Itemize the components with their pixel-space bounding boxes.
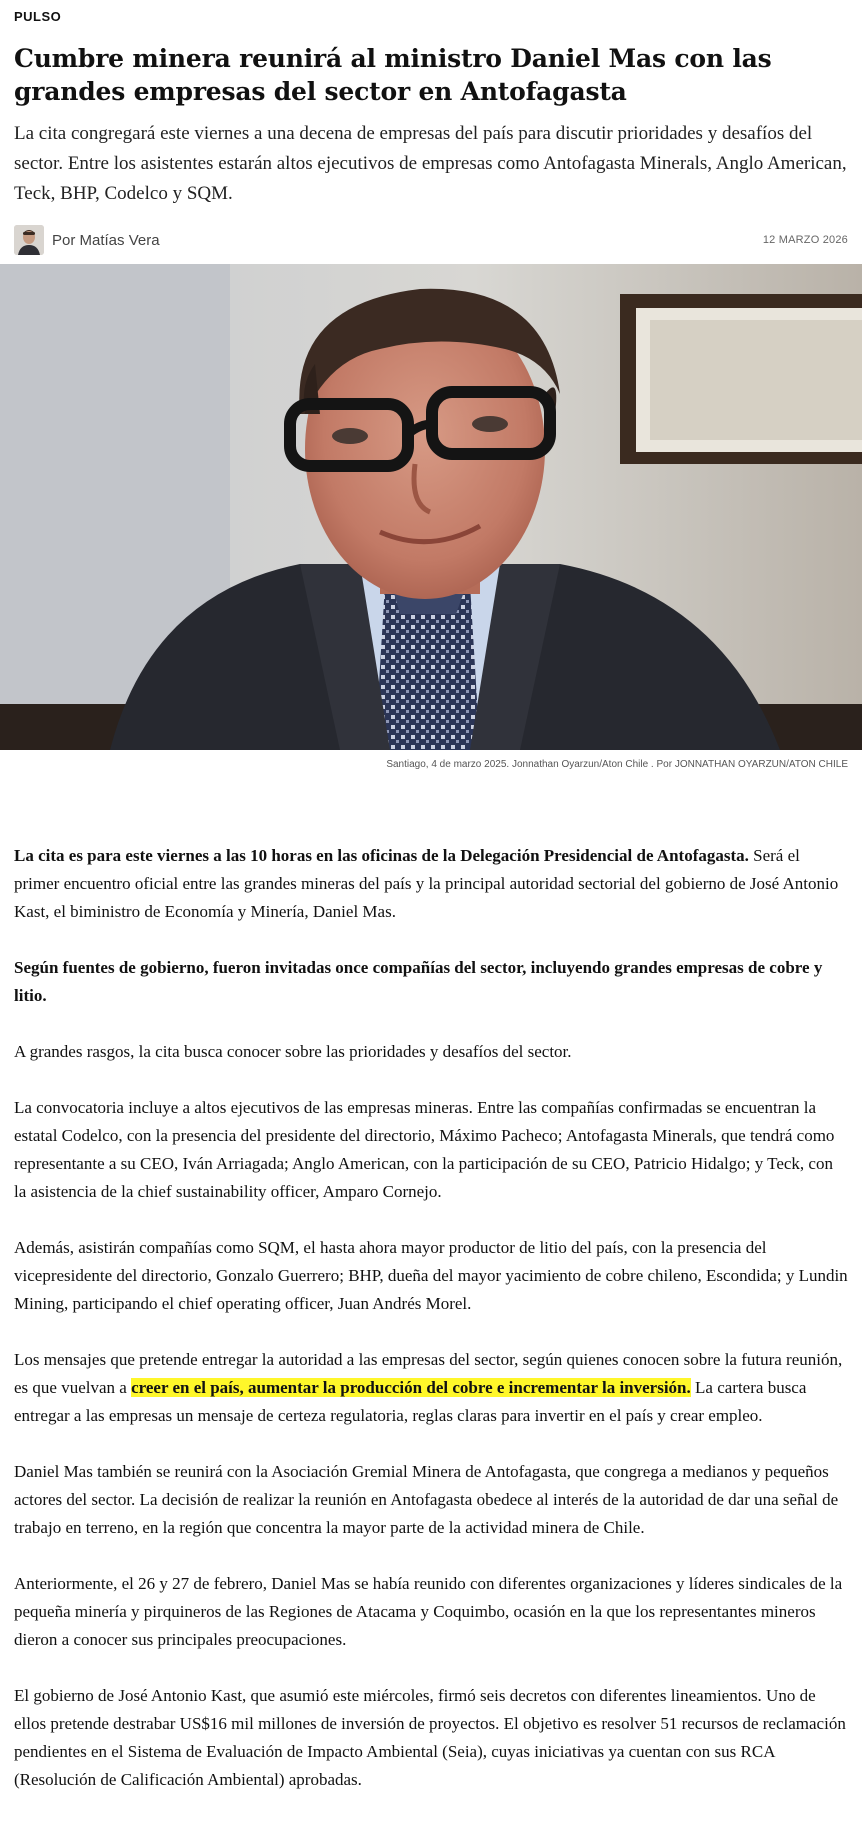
paragraph [14, 1346, 848, 1430]
paragraph [14, 842, 848, 926]
lead-text: La cita es para este viernes a las 10 horas en las oficinas de la Delegación Presidencial de Antofagasta. [14, 846, 749, 865]
article-header [0, 0, 862, 256]
paragraph: El gobierno de José Antonio Kast, que asumió este miércoles, firmó seis decretos con diferentes lineamientos. Uno de ellos pretende destrabar US$16 mil millones de inversión de proyectos. El objetivo es resolver 51 recursos de reclamación pendientes en el Sistema de Evaluación de Impacto Ambiental (Seia), cuyas iniciativas ya cuentan con sus RCA (Resolución de Calificación Ambiental) aprobadas. [14, 1686, 846, 1789]
byline [14, 224, 848, 256]
photo-caption: Santiago, 4 de marzo 2025. Jonnathan Oyarzun/Aton Chile . Por JONNATHAN OYARZUN/ATON CHILE [386, 759, 848, 770]
author-avatar[interactable] [14, 225, 44, 255]
paragraph-text: Será el primer encuentro oficial entre las grandes mineras del país y la principal autoridad sectorial del gobierno de José Antonio Kast, el biministro de Economía y Minería, Daniel Mas. [14, 846, 839, 921]
headline: Cumbre minera reunirá al ministro Daniel Mas con las grandes empresas del sector en Antofagasta [14, 44, 772, 106]
author[interactable] [14, 225, 160, 255]
article-photo [0, 264, 862, 750]
publish-date: 12 MARZO 2026 [762, 234, 848, 246]
paragraph [14, 954, 848, 1010]
paragraph-text: Los mensajes que pretende entregar la autoridad a las empresas del sector, según quienes conocen sobre la futura reunión, es que vuelvan a [14, 1350, 843, 1397]
author-portrait-icon [14, 225, 44, 255]
paragraph: A grandes rasgos, la cita busca conocer sobre las prioridades y desafíos del sector. [14, 1042, 572, 1061]
paragraph-text: La cartera busca entregar a las empresas un mensaje de certeza regulatoria, reglas claras para invertir en el país y crear empleo. [14, 1378, 807, 1425]
author-name[interactable]: Por Matías Vera [52, 231, 160, 249]
highlighted-text: creer en el país, aumentar la producción del cobre e incrementar la inversión. [131, 1378, 691, 1397]
subtitle: La cita congregará este viernes a una decena de empresas del país para discutir prioridades y desafíos del sector. Entre los asistentes estarán altos ejecutivos de empresas como Antofagasta Minerals, Anglo American, Teck, BHP, Codelco y SQM. [14, 123, 847, 204]
article-body [0, 770, 862, 1794]
paragraph: La convocatoria incluye a altos ejecutivos de las empresas mineras. Entre las compañías confirmadas se encuentran la estatal Codelco, con la presencia del presidente del directorio, Máximo Pacheco; Antofagasta Minerals, que tendrá como representante a su CEO, Iván Arriagada; Anglo American, con la participación de su CEO, Patricio Hidalgo; y Teck, con la asistencia de la chief sustainability officer, Amparo Cornejo. [14, 1098, 835, 1201]
paragraph: Daniel Mas también se reunirá con la Asociación Gremial Minera de Antofagasta, que congrega a medianos y pequeños actores del sector. La decisión de realizar la reunión en Antofagasta obedece al interés de la autoridad de dar una señal de trabajo en terreno, en la región que concentra la mayor parte de la actividad minera de Chile. [14, 1462, 839, 1537]
bold-text: Según fuentes de gobierno, fueron invitadas once compañías del sector, incluyendo grandes empresas de cobre y litio. [14, 958, 823, 1005]
section-label[interactable]: PULSO [14, 9, 62, 24]
paragraph: Anteriormente, el 26 y 27 de febrero, Daniel Mas se había reunido con diferentes organizaciones y líderes sindicales de la pequeña minería y pirquineros de las Regiones de Atacama y Coquimbo, ocasión en la que los representantes mineros dieron a conocer sus principales preocupaciones. [14, 1574, 843, 1649]
paragraph: Además, asistirán compañías como SQM, el hasta ahora mayor productor de litio del país, con la presencia del vicepresidente del directorio, Gonzalo Guerrero; BHP, dueña del mayor yacimiento de cobre chileno, Escondida; y Lundin Mining, participando el chief operating officer, Juan Andrés Morel. [14, 1238, 848, 1313]
